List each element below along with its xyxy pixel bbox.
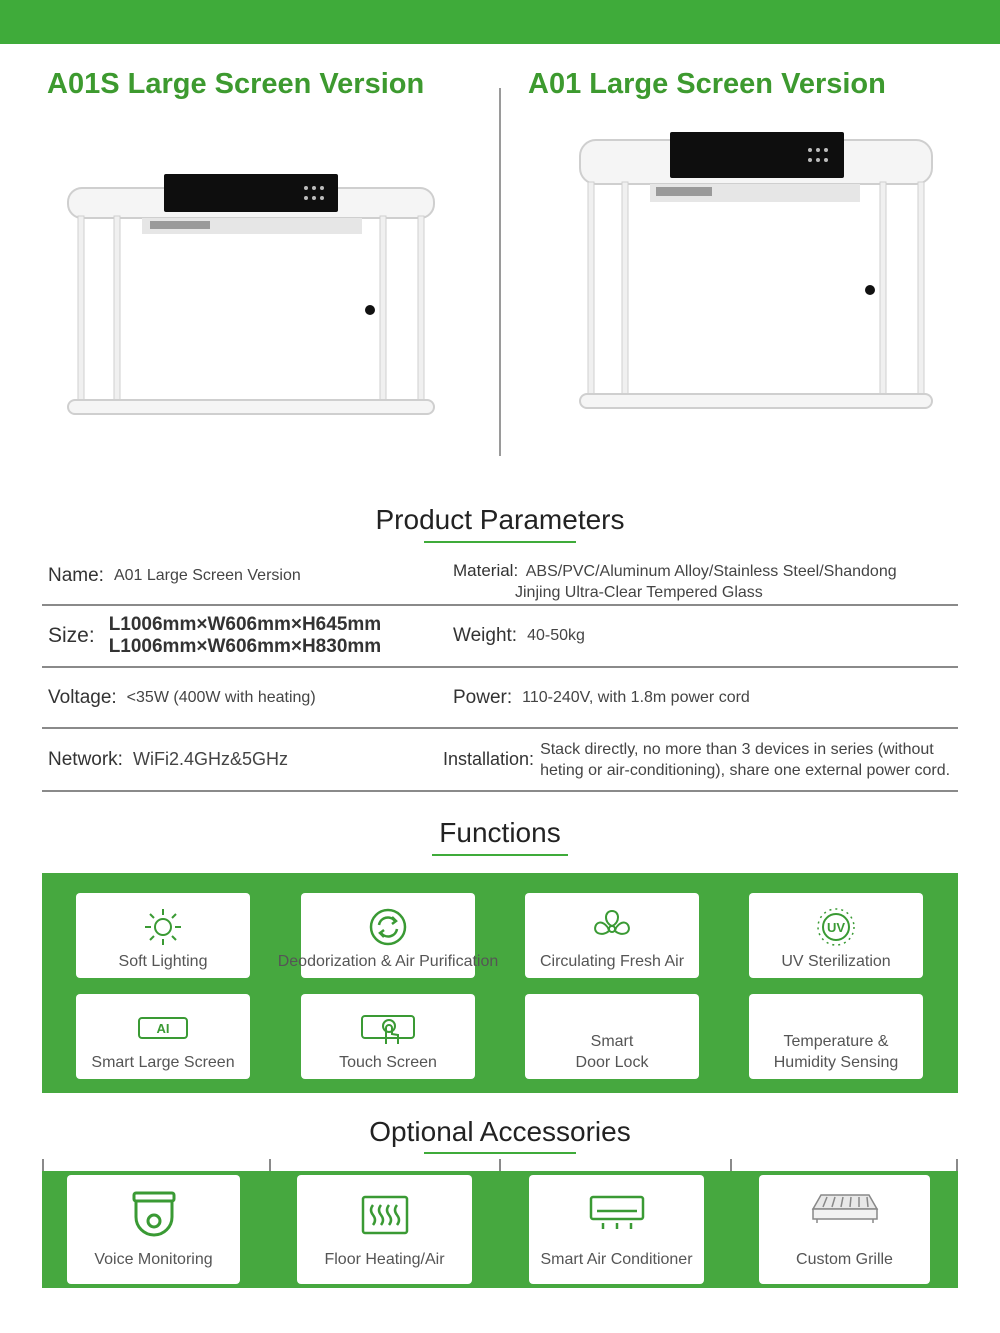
top-banner xyxy=(0,0,1000,44)
function-label-line2: Humidity Sensing xyxy=(773,1054,899,1071)
accessory-card-voice-monitoring xyxy=(67,1175,240,1284)
function-label: Smart Large Screen xyxy=(91,1054,235,1071)
installation-value-line2: heting or air-conditioning), share one external power cord. xyxy=(540,761,951,779)
accessories-panel xyxy=(42,1171,958,1288)
function-card-temperature xyxy=(749,994,923,1079)
air-conditioner-icon xyxy=(589,1189,645,1243)
version-divider xyxy=(499,88,501,456)
functions-panel xyxy=(42,873,958,1093)
function-label: Touch Screen xyxy=(339,1054,437,1071)
material-value-line2: Jinjing Ultra-Clear Tempered Glass xyxy=(515,584,763,601)
param-row xyxy=(42,668,958,729)
functions-underline xyxy=(432,854,568,856)
function-card-fresh-air xyxy=(525,893,699,978)
function-label: UV Sterilization xyxy=(781,953,891,970)
name-label: Name: xyxy=(48,565,104,586)
camera-icon xyxy=(128,1189,180,1243)
accessories-title: Optional Accessories xyxy=(369,1116,631,1147)
power-label: Power: xyxy=(453,686,513,708)
accessory-label: Smart Air Conditioner xyxy=(540,1251,693,1268)
parameters-table xyxy=(42,548,958,792)
function-label: Deodorization & Air Purification xyxy=(277,953,499,970)
accessory-label: Voice Monitoring xyxy=(94,1251,213,1268)
installation-label: Installation: xyxy=(443,749,535,769)
grille-icon xyxy=(807,1189,883,1243)
voltage-value: <35W (400W with heating) xyxy=(126,688,316,706)
function-card-door-lock xyxy=(525,994,699,1079)
param-row xyxy=(42,548,958,606)
touch-icon xyxy=(360,1008,416,1048)
function-label-line1: Smart xyxy=(590,1033,634,1050)
weight-label: Weight: xyxy=(453,625,518,646)
accessory-card-floor-heating xyxy=(297,1175,472,1284)
size-label: Size: xyxy=(48,624,95,647)
accessory-label: Floor Heating/Air xyxy=(324,1251,445,1268)
function-card-soft-lighting xyxy=(76,893,250,978)
material-label: Material: xyxy=(453,561,519,580)
a01-product-image xyxy=(574,128,938,418)
power-value: 110-240V, with 1.8m power cord xyxy=(522,688,750,706)
uv-icon xyxy=(810,907,862,947)
purify-icon xyxy=(362,907,414,947)
divider-tick xyxy=(730,1159,732,1171)
accessory-card-custom-grille xyxy=(759,1175,930,1284)
ai-badge-text: AI xyxy=(156,1021,170,1036)
param-row xyxy=(42,729,958,792)
a01s-product-image xyxy=(62,168,440,420)
ai-screen-icon xyxy=(135,1008,191,1048)
function-card-touch-screen xyxy=(301,994,475,1079)
accessory-label: Custom Grille xyxy=(796,1251,893,1268)
material-value-line1: ABS/PVC/Aluminum Alloy/Stainless Steel/Shandong xyxy=(525,563,897,580)
divider-tick xyxy=(269,1159,271,1171)
function-card-smart-screen xyxy=(76,994,250,1079)
functions-title: Functions xyxy=(439,817,561,848)
divider-tick xyxy=(42,1159,44,1171)
voltage-label: Voltage: xyxy=(48,686,117,708)
parameters-underline xyxy=(424,541,576,543)
function-card-purification xyxy=(277,893,499,978)
accessories-underline xyxy=(424,1152,576,1154)
network-label: Network: xyxy=(48,748,123,770)
a01s-title: A01S Large Screen Version xyxy=(47,68,425,100)
divider-tick xyxy=(956,1159,958,1171)
name-value: A01 Large Screen Version xyxy=(113,567,301,584)
function-label-line2: Door Lock xyxy=(575,1054,649,1071)
parameters-title: Product Parameters xyxy=(375,504,625,535)
divider-tick xyxy=(499,1159,501,1171)
function-card-uv xyxy=(749,893,923,978)
accessory-card-air-conditioner xyxy=(529,1175,704,1284)
a01-title: A01 Large Screen Version xyxy=(528,68,886,100)
param-row xyxy=(42,606,958,668)
uv-badge-text: UV xyxy=(826,920,846,935)
function-label: Soft Lighting xyxy=(118,953,208,970)
installation-value-line1: Stack directly, no more than 3 devices in series (without xyxy=(540,740,934,758)
weight-value: 40-50kg xyxy=(527,627,585,644)
heating-icon xyxy=(359,1189,411,1243)
sun-icon xyxy=(137,907,189,947)
function-label-line1: Temperature & xyxy=(783,1033,889,1050)
function-label: Circulating Fresh Air xyxy=(539,953,685,970)
size-value-1: L1006mm×W606mm×H645mm xyxy=(108,614,382,635)
network-value: WiFi2.4GHz&5GHz xyxy=(132,749,288,769)
size-value-2: L1006mm×W606mm×H830mm xyxy=(108,636,382,657)
fan-icon xyxy=(586,907,638,947)
